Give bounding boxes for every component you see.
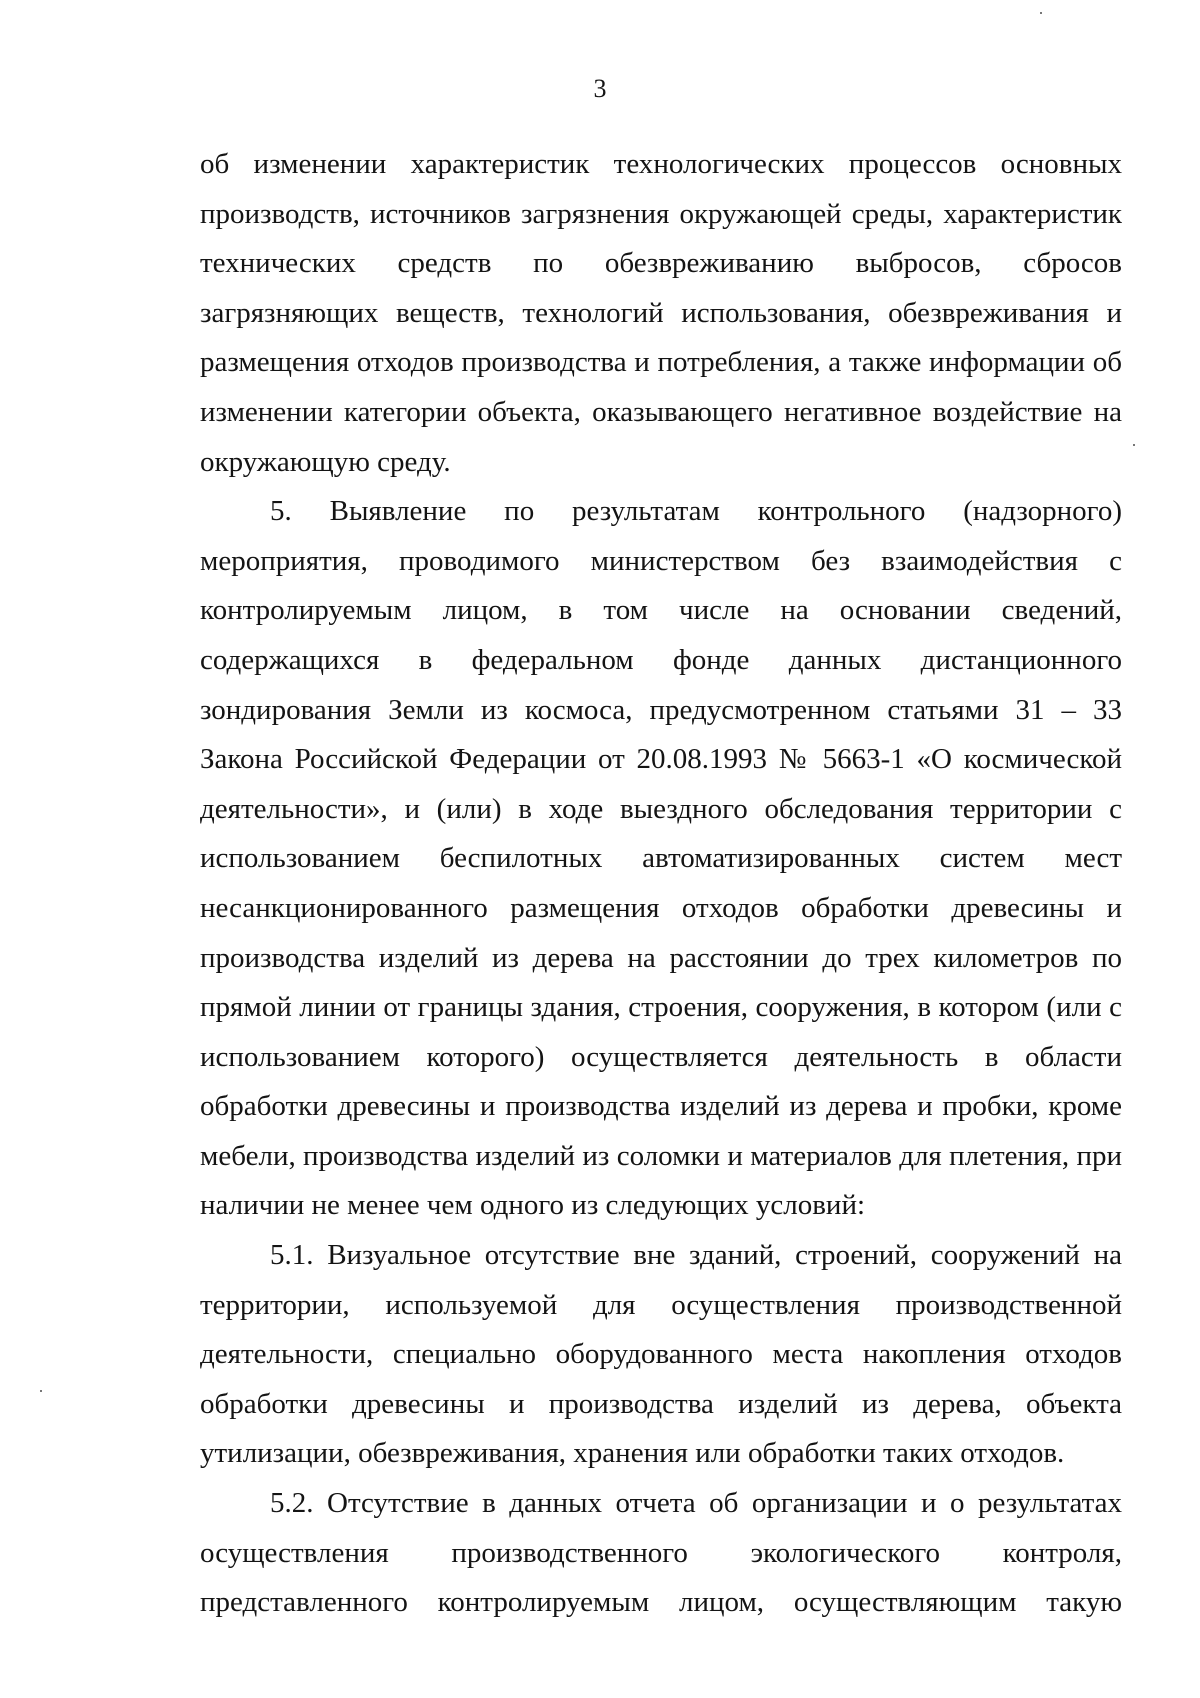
scan-speck (1133, 444, 1135, 446)
paragraph-item-5-1: 5.1. Визуальное отсутствие вне зданий, строений, сооружений на территории, используемой для осуществления производственной деятельности, специально оборудованного места накопления отходов обработки древесины и производства изделий из дерева, объекта утилизации, обезвреживания, хранения или обработки таких отходов. (200, 1239, 1122, 1470)
page-number: 3 (593, 74, 607, 103)
scan-speck (40, 1390, 42, 1392)
paragraph-item-5-2: 5.2. Отсутствие в данных отчета об организации и о результатах осуществления производственного экологического контроля, представленного контролируемым лицом, осуществляющим такую (200, 1487, 1122, 1619)
paragraph-continuation: об изменении характеристик технологических процессов основных производств, источников загрязнения окружающей среды, характеристик технических средств по обезвреживанию выбросов, сбросов загрязняющих веществ, технологий использования, обезвреживания и размещения отходов производства и потребления, а также информации об изменении категории объекта, оказывающего негативное воздействие на окружающую среду. (200, 148, 1122, 478)
document-body (200, 140, 1122, 1628)
paragraph-item-5: 5. Выявление по результатам контрольного (надзорного) мероприятия, проводимого министерством без взаимодействия с контролируемым лицом, в том числе на основании сведений, содержащихся в федеральном фонде данных дистанционного зондирования Земли из космоса, предусмотренном статьями 31 – 33 Закона Российской Федерации от 20.08.1993 № 5663-1 «О космической деятельности», и (или) в ходе выездного обследования территории с использованием беспилотных автоматизированных систем мест несанкционированного размещения отходов обработки древесины и производства изделий из дерева на расстоянии до трех километров по прямой линии от границы здания, строения, сооружения, в котором (или с использованием которого) осуществляется деятельность в области обработки древесины и производства изделий из дерева и пробки, кроме мебели, производства изделий из соломки и материалов для плетения, при наличии не менее чем одного из следующих условий: (200, 495, 1122, 1222)
scan-speck (1040, 12, 1042, 14)
